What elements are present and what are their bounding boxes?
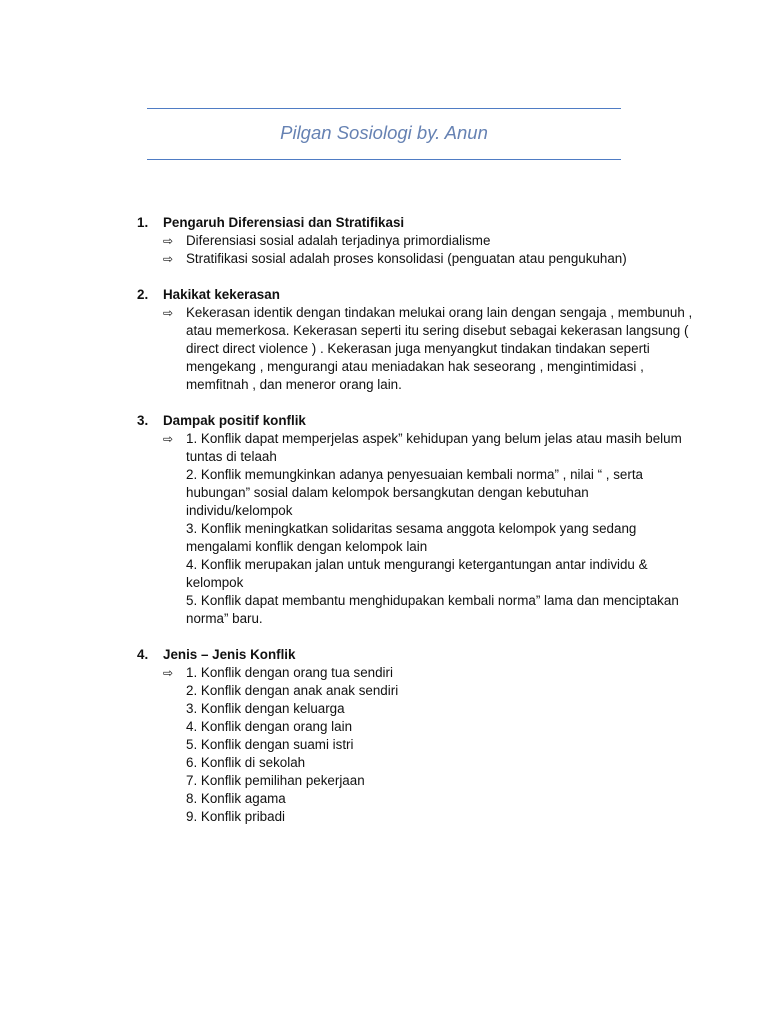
numbered-item: 8. Konflik agama xyxy=(186,791,286,806)
numbered-item: 7. Konflik pemilihan pekerjaan xyxy=(186,773,365,788)
section-number: 2. xyxy=(137,287,149,302)
section-heading xyxy=(137,646,697,664)
arrow-right-icon: ⇨ xyxy=(163,252,174,266)
numbered-item: 1. Konflik dengan orang tua sendiri xyxy=(186,665,393,680)
numbered-item: 1. Konflik dapat memperjelas aspek” kehidupan yang belum jelas atau masih belum tuntas di telaah xyxy=(186,431,682,464)
bullet-text: Diferensiasi sosial adalah terjadinya primordialisme xyxy=(186,233,491,248)
list-item xyxy=(163,232,697,250)
document-body xyxy=(137,214,697,844)
bullet-text: Kekerasan identik dengan tindakan melukai orang lain dengan sengaja , membunuh , atau memerkosa. Kekerasan seperti itu sering disebut sebagai kekerasan langsung ( direct direct violence ) . Kekerasan juga menyangkut tindakan tindakan seperti mengekang , mengurangi atau meniadakan hak seseorang , mengintimidasi , memfitnah , dan meneror orang lain. xyxy=(186,305,693,392)
numbered-list xyxy=(186,430,697,628)
section-title: Hakikat kekerasan xyxy=(163,287,280,302)
page-title: Pilgan Sosiologi by. Anun xyxy=(280,122,488,143)
numbered-item: 2. Konflik dengan anak anak sendiri xyxy=(186,683,399,698)
numbered-list xyxy=(186,664,697,826)
numbered-item: 3. Konflik dengan keluarga xyxy=(186,701,345,716)
section-heading xyxy=(137,214,697,232)
title-rule-top xyxy=(147,108,621,109)
bullet-text: Stratifikasi sosial adalah proses konsolidasi (penguatan atau pengukuhan) xyxy=(186,251,627,266)
numbered-item: 4. Konflik dengan orang lain xyxy=(186,719,353,734)
title-block xyxy=(147,108,621,160)
section-4 xyxy=(137,646,697,826)
list-item xyxy=(163,430,697,628)
numbered-item: 4. Konflik merupakan jalan untuk mengurangi ketergantungan antar individu & kelompok xyxy=(186,557,648,590)
numbered-item: 6. Konflik di sekolah xyxy=(186,755,306,770)
numbered-item: 3. Konflik meningkatkan solidaritas sesama anggota kelompok yang sedang mengalami konflik dengan kelompok lain xyxy=(186,521,637,554)
section-title: Pengaruh Diferensiasi dan Stratifikasi xyxy=(163,215,405,230)
section-3 xyxy=(137,412,697,628)
title-rule-bottom xyxy=(147,159,621,160)
numbered-item: 2. Konflik memungkinkan adanya penyesuaian kembali norma” , nilai “ , serta hubungan” sosial dalam kelompok bersangkutan dengan kebutuhan individu/kelompok xyxy=(186,467,644,518)
numbered-item: 5. Konflik dapat membantu menghidupakan kembali norma” lama dan menciptakan norma” baru. xyxy=(186,593,679,626)
section-number: 4. xyxy=(137,647,149,662)
section-1 xyxy=(137,214,697,268)
list-item xyxy=(163,304,697,394)
list-item xyxy=(163,250,697,268)
arrow-right-icon: ⇨ xyxy=(163,306,174,320)
section-number: 1. xyxy=(137,215,149,230)
arrow-right-icon: ⇨ xyxy=(163,234,174,248)
arrow-right-icon: ⇨ xyxy=(163,432,174,446)
arrow-right-icon: ⇨ xyxy=(163,666,174,680)
list-item xyxy=(163,664,697,826)
numbered-item: 9. Konflik pribadi xyxy=(186,809,285,824)
section-heading xyxy=(137,412,697,430)
numbered-item: 5. Konflik dengan suami istri xyxy=(186,737,354,752)
section-number: 3. xyxy=(137,413,149,428)
section-2 xyxy=(137,286,697,394)
section-heading xyxy=(137,286,697,304)
section-title: Dampak positif konflik xyxy=(163,413,306,428)
section-title: Jenis – Jenis Konflik xyxy=(163,647,296,662)
